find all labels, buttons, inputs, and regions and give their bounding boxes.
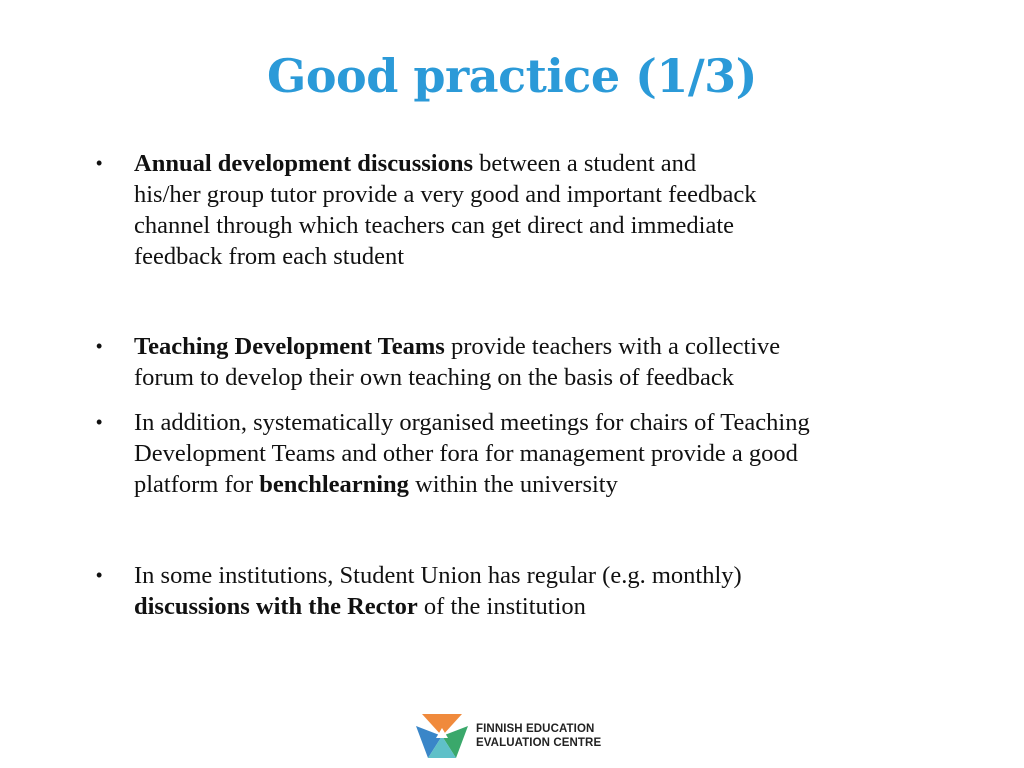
text-run: forum to develop their own teaching on the basis of feedback xyxy=(134,364,735,391)
bullet-line xyxy=(134,179,934,210)
slide-title: Good practice (1/3) xyxy=(267,49,757,103)
text-run: his/her group tutor provide a very good and important feedback xyxy=(134,181,757,208)
text-run: platform for xyxy=(134,471,260,498)
text-run: In some institutions, Student Union has regular (e.g. monthly) xyxy=(134,562,742,589)
text-run: provide teachers with a collective xyxy=(444,333,781,360)
bullet-marker: • xyxy=(96,565,103,585)
bullet-line xyxy=(134,469,934,500)
bullet-line xyxy=(134,362,934,393)
bold-phrase: discussions with the Rector xyxy=(134,593,418,620)
logo-line-1: FINNISH EDUCATION xyxy=(476,723,595,735)
bullet-line xyxy=(134,331,934,362)
text-run: feedback from each student xyxy=(134,243,405,270)
bold-phrase: benchlearning xyxy=(259,471,409,498)
bullet-marker: • xyxy=(96,412,103,432)
organization-logo xyxy=(414,710,614,760)
logo-line-2: EVALUATION CENTRE xyxy=(476,737,602,749)
bullet-line xyxy=(134,241,934,272)
text-run: Development Teams and other fora for management provide a good xyxy=(134,440,798,467)
logo-text xyxy=(476,722,601,750)
text-run: channel through which teachers can get direct and immediate xyxy=(134,212,734,239)
bullet-line xyxy=(134,591,934,622)
bullet-line xyxy=(134,148,934,179)
bullet-line xyxy=(134,560,934,591)
bold-phrase: Annual development discussions xyxy=(134,150,474,177)
bullet-text xyxy=(134,331,934,393)
bold-phrase: Teaching Development Teams xyxy=(134,333,445,360)
text-run: between a student and xyxy=(473,150,697,177)
bullet-text xyxy=(134,407,934,500)
text-run: In addition, systematically organised meetings for chairs of Teaching xyxy=(134,409,810,436)
bullet-line xyxy=(134,407,934,438)
triangle-logo-icon xyxy=(414,712,470,760)
text-run: within the university xyxy=(408,471,618,498)
bullet-marker: • xyxy=(96,153,103,173)
bullet-line xyxy=(134,438,934,469)
bullet-text xyxy=(134,560,934,622)
bullet-marker: • xyxy=(96,336,103,356)
bullet-text xyxy=(134,148,934,272)
text-run: of the institution xyxy=(417,593,586,620)
bullet-line xyxy=(134,210,934,241)
